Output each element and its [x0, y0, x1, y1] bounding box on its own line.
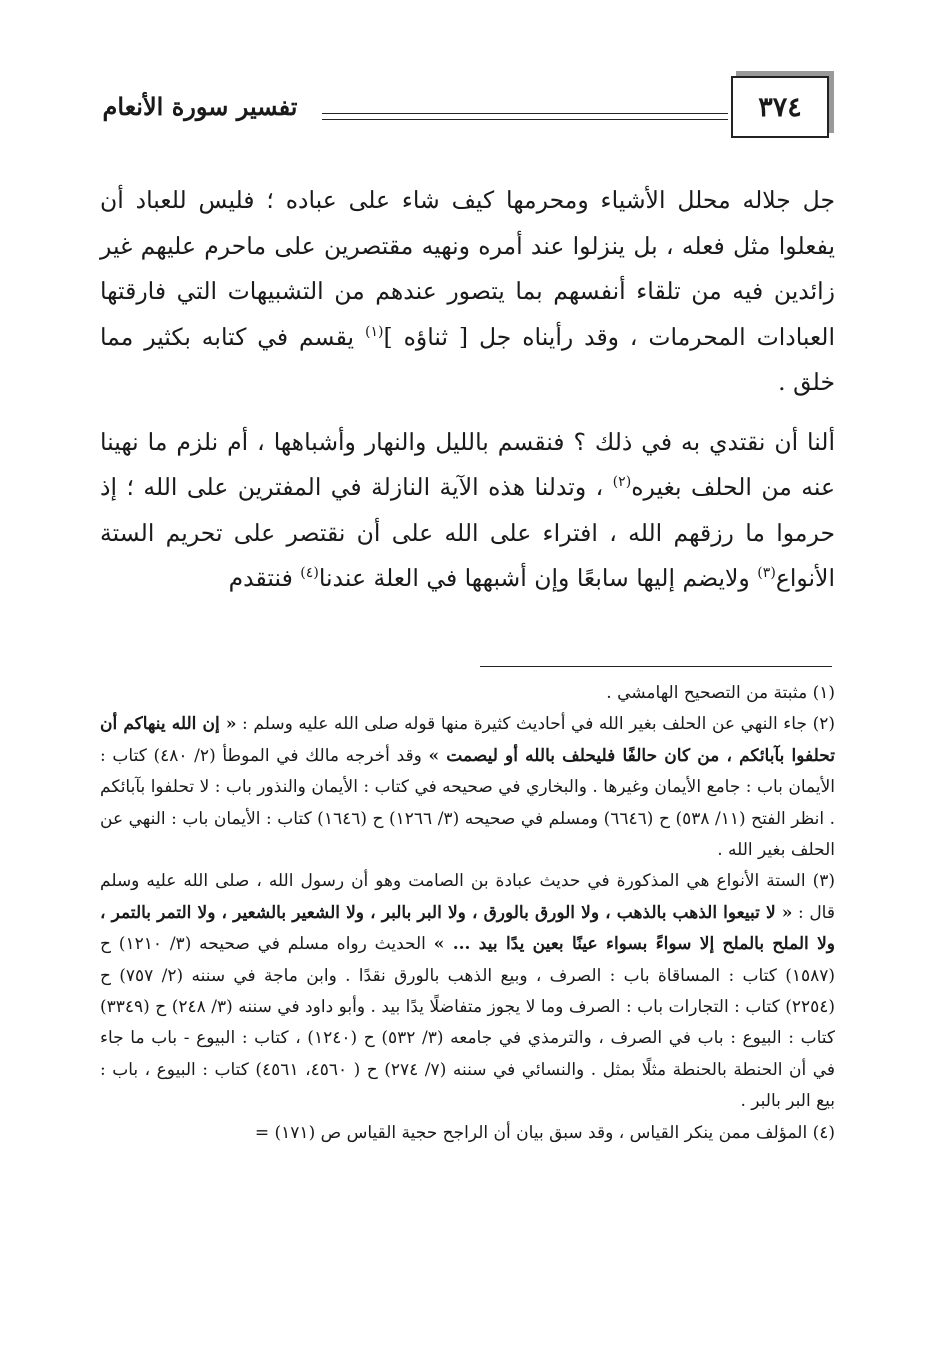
- footnote-3-rest: الحديث رواه مسلم في صحيحه (٣/ ١٢١٠) ح (١٥٨٧) كتاب : المساقاة باب : الصرف ، وبيع الذهب بالورق نقدًا . وابن ماجة في سننه (٢/ ٧٥٧) ح (٢٢٥٤) كتاب : التجارات باب : الصرف وما لا يجوز متفاضلًا يدًا بيد . وأبو داود في سننه (٣/ ٢٤٨) ح (٣٣٤٩) كتاب : البيوع : باب في الصرف ، والترمذي في جامعه (٣/ ٥٣٢) ح (١٢٤٠) ، كتاب : البيوع - باب ما جاء في أن الحنطة بالحنطة مثلًا بمثل . والنسائي في سننه (٧/ ٢٧٤) ح ( ٤٥٦٠، ٤٥٦١) كتاب : البيوع ، باب : بيع البر بالبر .: [100, 934, 836, 1112]
- footnote-ref-1: (١): [364, 323, 384, 340]
- footnote-2-intro: (٢) جاء النهي عن الحلف بغير الله في أحاديث كثيرة منها قوله صلى الله عليه وسلم :: [236, 714, 835, 735]
- paragraph-2-text-d: فنتقدم: [228, 564, 301, 592]
- footnote-3-hadith: « لا تبيعوا الذهب بالذهب ، ولا الورق بالورق ، ولا البر بالبر ، ولا الشعير بالشعير ، ولا التمر بالتمر ، ولا الملح بالملح إلا سواءً بسواء عينًا بعين يدًا بيد ... »: [100, 902, 835, 955]
- page-number-box: [731, 76, 829, 138]
- footnote-1: (١) مثبتة من التصحيح الهامشي .: [606, 683, 835, 703]
- footnote-ref-4: (٤): [300, 565, 319, 582]
- page-number: ٣٧٤: [758, 91, 802, 123]
- footnote-3-intro: (٣) الستة الأنواع هي المذكورة في حديث عبادة بن الصامت وهو أن رسول الله ، صلى الله عليه وسلم قال :: [100, 871, 835, 923]
- footnote-ref-3: (٣): [757, 565, 776, 582]
- footnote-2: [100, 709, 835, 866]
- paragraph-1-text: جل جلاله محلل الأشياء ومحرمها كيف شاء على عباده ؛ فليس للعباد أن يفعلوا مثل فعله ، بل ينزلوا عند أمره ونهيه مقتصرين على ماحرم عليهم غير زائدين فيه من تلقاء أنفسهم بما يتصور عندهم من التشبيهات التي فارقتها العبادات المحرمات ، وقد رأيناه جل [ ثناؤه ]: [100, 186, 835, 351]
- footnotes: [100, 678, 835, 1149]
- chapter-title: تفسير سورة الأنعام: [102, 92, 298, 121]
- paragraph-2: [100, 420, 835, 602]
- main-text: [100, 178, 835, 602]
- footnote-ref-2: (٢): [612, 474, 632, 491]
- header-rule: [322, 113, 728, 120]
- paragraph-1-end: يقسم في كتابه بكثير مما خلق .: [100, 322, 835, 396]
- footnote-4: (٤) المؤلف ممن ينكر القياس ، وقد سبق بيان أن الراجح حجية القياس ص (١٧١) =: [254, 1122, 835, 1143]
- footnote-2-hadith: « إن الله ينهاكم أن تحلفوا بآبائكم ، من كان حالفًا فليحلف بالله أو ليصمت »: [100, 714, 835, 766]
- page-header: [0, 0, 946, 140]
- paragraph-2-text-b: ، وتدلنا هذه الآية النازلة في المفترين على الله ؛ إذ حرموا ما رزقهم الله ، افتراء على الله على أن نقتصر على تحريم الستة الأنواع: [100, 473, 835, 592]
- paragraph-1: [100, 178, 835, 406]
- paragraph-2-text-a: ألنا أن نقتدي به في ذلك ؟ فنقسم بالليل والنهار وأشباهها ، أم نلزم ما نهينا عنه من الحلف بغيره: [100, 427, 835, 501]
- footnote-3: [100, 866, 835, 1117]
- footnote-separator: [480, 666, 832, 667]
- footnote-2-rest: وقد أخرجه مالك في الموطأ (٢/ ٤٨٠) كتاب : الأيمان باب : جامع الأيمان وغيرها . والبخاري في صحيحه في كتاب : الأيمان والنذور باب : لا تحلفوا بآبائكم . انظر الفتح (١١/ ٥٣٨) ح (٦٦٤٦) ومسلم في صحيحه (٣/ ١٢٦٦) ح (١٦٤٦) كتاب : الأيمان باب : النهي عن الحلف بغير الله .: [100, 745, 835, 861]
- paragraph-2-text-c: ولايضم إليها سابعًا وإن أشبهها في العلة عندنا: [318, 564, 758, 592]
